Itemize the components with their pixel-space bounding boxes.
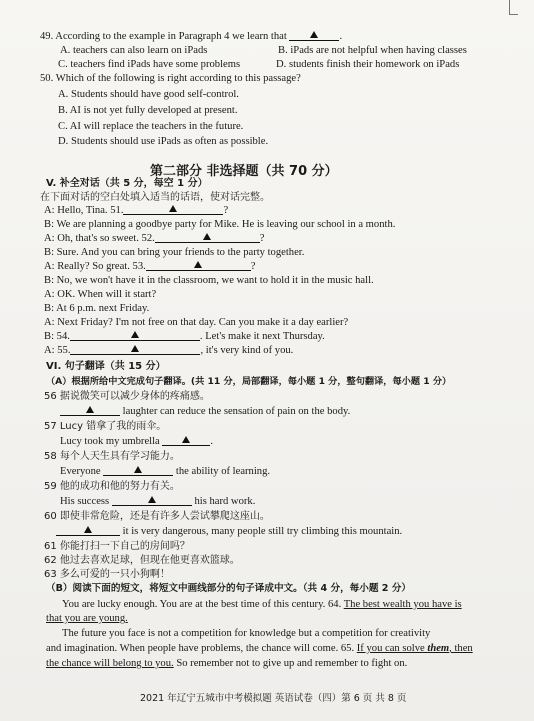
- section5-heading: V. 补全对话（共 5 分，每空 1 分）: [46, 178, 208, 189]
- q61-chinese: 61 你能打扫一下自己的房间吗？: [44, 541, 190, 552]
- dialog-line-53: A: Really? So great. 53. ?: [44, 261, 256, 272]
- q56-english: laughter can reduce the sensation of pain on the body.: [60, 405, 350, 418]
- blank-marker-icon: [310, 31, 318, 38]
- section5-instruction: 在下面对话的空白处填入适当的话语，使对话完整。: [40, 192, 270, 203]
- blank-marker-icon: [203, 233, 211, 240]
- q49-options-ab: A. teachers can also learn on iPads B. iPads are not helpful when having classes: [60, 45, 467, 56]
- q58-english: Everyone the ability of learning.: [60, 466, 271, 477]
- q50-option-b: B. AI is not yet fully developed at present.: [58, 105, 238, 116]
- passage-line-5: the chance will belong to you. So remember not to give up and remember to fight on.: [46, 658, 408, 669]
- q50-option-c: C. AI will replace the teachers in the future.: [58, 121, 244, 132]
- passage-line-3: The future you face is not a competition for knowledge but a competition for creativity: [62, 628, 431, 639]
- blank-marker-icon: [148, 496, 156, 503]
- q59-english: His success his hard work.: [60, 496, 256, 507]
- q50-option-d: D. Students should use iPads as often as possible.: [58, 136, 269, 147]
- passage-line-1: You are lucky enough. You are at the best time of this century. 64. The best wealth you have is: [62, 599, 462, 610]
- blank-marker-icon: [86, 406, 94, 413]
- dialog-line-55: A: 55. , it's very kind of you.: [44, 345, 294, 356]
- q62-chinese: 62 他过去喜欢足球，但现在他更喜欢篮球。: [44, 555, 240, 566]
- q57-chinese: 57 Lucy 错拿了我的雨伞。: [44, 421, 167, 432]
- section6-heading: VI. 句子翻译（共 15 分）: [46, 361, 166, 372]
- q60-english: it is very dangerous, many people still try climbing this mountain.: [56, 525, 402, 538]
- section6-part-a: （A）根据所给中文完成句子翻译。(共 11 分，局部翻译，每小题 1 分，整句翻译，每小题 1 分）: [46, 376, 452, 387]
- q49-stem: 49. According to the example in Paragraph 4 we learn that .: [40, 31, 343, 42]
- dialog-line: B: No, we won't have it in the classroom, we want to hold it in the music hall.: [44, 275, 374, 286]
- passage-line-4: and imagination. When people have problems, the chance will come. 65. If you can solve them, then: [46, 643, 473, 654]
- q63-chinese: 63 多么可爱的一只小狗啊！: [44, 569, 170, 580]
- blank-marker-icon: [169, 205, 177, 212]
- q59-chinese: 59 他的成功和他的努力有关。: [44, 481, 180, 492]
- dialog-line: B: We are planning a goodbye party for Mike. He is leaving our school in a month.: [44, 219, 396, 230]
- dialog-line: A: Next Friday? I'm not free on that day. Can you make it a day earlier?: [44, 317, 349, 328]
- q50-stem: 50. Which of the following is right according to this passage?: [40, 73, 301, 84]
- passage-line-2: that you are young.: [46, 613, 128, 624]
- part2-title: 第二部分 非选择题（共 70 分）: [150, 164, 338, 179]
- q56-chinese: 56 据说微笑可以减少身体的疼痛感。: [44, 391, 210, 402]
- q50-option-a: A. Students should have good self-control.: [58, 89, 239, 100]
- blank-marker-icon: [194, 261, 202, 268]
- dialog-line-54: B: 54. . Let's make it next Thursday.: [44, 331, 325, 342]
- corner-mark: [509, 0, 518, 15]
- q49-options-cd: C. teachers find iPads have some problems D. students finish their homework on iPads: [58, 59, 460, 70]
- blank-marker-icon: [131, 331, 139, 338]
- q60-chinese: 60 即使非常危险，还是有许多人尝试攀爬这座山。: [44, 511, 270, 522]
- dialog-line: A: OK. When will it start?: [44, 289, 157, 300]
- dialog-line-52: A: Oh, that's so sweet. 52. ?: [44, 233, 265, 244]
- page-footer: 2021 年辽宁五城市中考模拟题 英语试卷（四）第 6 页 共 8 页: [140, 693, 407, 704]
- section6-part-b: （B）阅读下面的短文，将短文中画线部分的句子译成中文。（共 4 分，每小题 2 分）: [46, 583, 412, 594]
- dialog-line: B: Sure. And you can bring your friends to the party together.: [44, 247, 305, 258]
- dialog-line: B: At 6 p.m. next Friday.: [44, 303, 150, 314]
- blank-marker-icon: [131, 345, 139, 352]
- blank-marker-icon: [182, 436, 190, 443]
- blank-marker-icon: [134, 466, 142, 473]
- dialog-line-51: A: Hello, Tina. 51. ?: [44, 205, 229, 216]
- q58-chinese: 58 每个人天生具有学习能力。: [44, 451, 180, 462]
- blank-marker-icon: [84, 526, 92, 533]
- q57-english: Lucy took my umbrella .: [60, 436, 214, 447]
